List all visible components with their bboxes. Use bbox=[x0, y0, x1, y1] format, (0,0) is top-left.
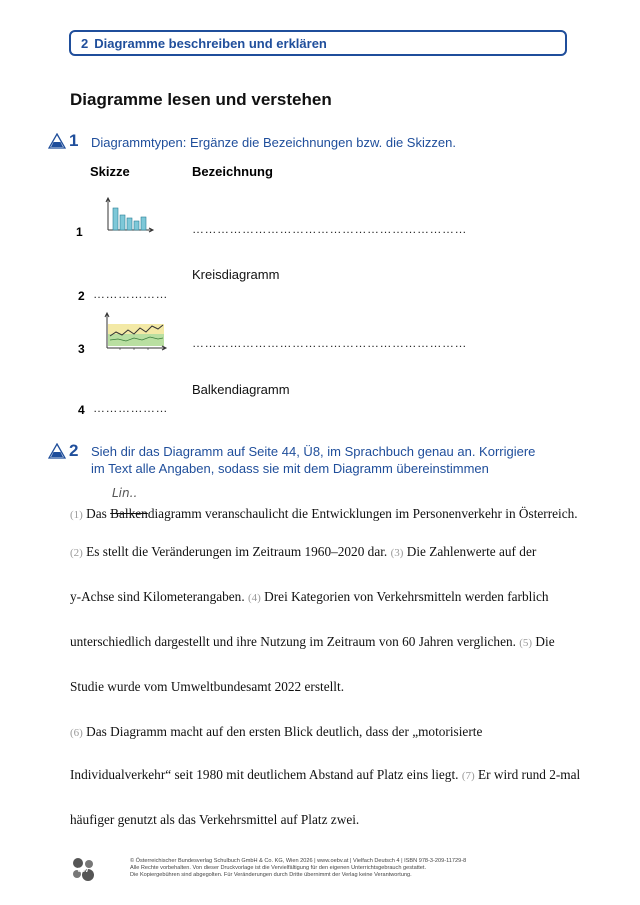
row-4-label: Balkendiagramm bbox=[192, 382, 290, 397]
sentence-number: (7) bbox=[461, 770, 475, 782]
page-title: Diagramme lesen und verstehen bbox=[70, 90, 332, 109]
task-1-number: 1 bbox=[69, 131, 79, 150]
chapter-number: 2 bbox=[81, 35, 89, 51]
text-line-3 bbox=[70, 589, 549, 605]
sentence-number: (5) bbox=[519, 637, 533, 649]
text-line-4 bbox=[70, 634, 555, 650]
sentence-number: (3) bbox=[390, 547, 404, 559]
publisher-logo-icon bbox=[68, 855, 98, 883]
text-segment: Drei Kategorien von Verkehrsmitteln werden farblich bbox=[260, 589, 549, 604]
footer-copyright bbox=[130, 858, 466, 879]
sentence-number: (4) bbox=[247, 592, 261, 604]
row-4-number: 4 bbox=[78, 403, 85, 417]
row-2-number: 2 bbox=[78, 289, 85, 303]
task-1-instruction: Diagrammtypen: Ergänze die Bezeichnungen bzw. die Skizzen. bbox=[91, 135, 456, 150]
text-segment: Studie wurde vom Umweltbundesamt 2022 erstellt. bbox=[70, 679, 345, 694]
row-1-answer-blank[interactable]: ………………………………………………………… bbox=[192, 222, 467, 236]
text-segment: Es stellt die Veränderungen im Zeitraum 1960–2020 dar. bbox=[82, 544, 391, 559]
struck-word: Balken bbox=[110, 506, 148, 521]
text-segment: Die bbox=[532, 634, 555, 649]
sentence-number: (2) bbox=[70, 547, 83, 559]
row-2-label: Kreisdiagramm bbox=[192, 267, 280, 282]
text-segment: Die Zahlenwerte auf der bbox=[403, 544, 537, 559]
text-segment: unterschiedlich dargestellt und ihre Nutzung im Zeitraum von 60 Jahren verglichen. bbox=[70, 634, 520, 649]
text-line-6 bbox=[70, 724, 482, 740]
sentence-number: (6) bbox=[70, 727, 83, 739]
text-line-5 bbox=[70, 679, 344, 695]
footer-line-1: © Österreichischer Bundesverlag Schulbuch GmbH & Co. KG, Wien 2026 | www.oebv.at | Vielfach Deutsch 4 | ISBN 978-3-209-11729-8 bbox=[130, 858, 467, 864]
pyramid-difficulty-icon bbox=[48, 133, 66, 149]
text-segment: Er wird rund 2-mal bbox=[474, 767, 581, 782]
column-header-sketch: Skizze bbox=[90, 164, 130, 179]
text-line-1 bbox=[70, 506, 578, 522]
row-1-number: 1 bbox=[76, 225, 83, 239]
column-header-label: Bezeichnung bbox=[192, 164, 273, 179]
row-2-sketch-blank[interactable]: ……………… bbox=[93, 287, 168, 301]
task-1-header bbox=[48, 132, 456, 151]
row-4-sketch-blank[interactable]: ……………… bbox=[93, 401, 168, 415]
row-3-number: 3 bbox=[78, 342, 85, 356]
text-line-7 bbox=[70, 767, 580, 783]
text-segment: y-Achse sind Kilometerangaben. bbox=[70, 589, 248, 604]
text-line-2 bbox=[70, 544, 536, 560]
task-2-header bbox=[48, 442, 551, 477]
task-2-instruction: Sieh dir das Diagramm auf Seite 44, Ü8, im Sprachbuch genau an. Korrigiere im Text alle Angaben, sodass sie mit dem Diagramm übereinstimmen bbox=[91, 444, 536, 476]
sentence-number: (1) bbox=[70, 509, 83, 521]
text-segment: Das Diagramm macht auf den ersten Blick deutlich, dass der „motorisierte bbox=[82, 724, 483, 739]
handwritten-correction: Lin.. bbox=[112, 486, 138, 500]
text-segment: Das bbox=[82, 506, 111, 521]
text-segment: diagramm veranschaulicht die Entwicklungen im Personenverkehr in Österreich. bbox=[147, 506, 578, 521]
chapter-title: Diagramme beschreiben und erklären bbox=[94, 35, 327, 51]
pyramid-difficulty-icon bbox=[48, 443, 66, 459]
line-chart-sketch bbox=[102, 310, 168, 352]
footer-line-2: Alle Rechte vorbehalten. Von dieser Druckvorlage ist die Vervielfältigung für den eigenen Unterrichtsgebrauch gestattet. bbox=[130, 865, 427, 871]
row-3-answer-blank[interactable]: ………………………………………………………… bbox=[192, 336, 467, 350]
text-segment: Individualverkehr“ seit 1980 mit deutlichem Abstand auf Platz eins liegt. bbox=[70, 767, 462, 782]
task-2-number: 2 bbox=[69, 441, 79, 460]
text-line-8 bbox=[70, 812, 359, 828]
logo-text: öbv bbox=[77, 868, 89, 874]
footer-line-3: Die Kopiergebühren sind abgegolten. Für Veränderungen durch Dritte übernimmt der Verlag keine Verantwortung. bbox=[130, 872, 412, 878]
bar-chart-sketch bbox=[104, 196, 156, 234]
text-segment: häufiger genutzt als das Verkehrsmittel auf Platz zwei. bbox=[70, 812, 360, 827]
chapter-header bbox=[69, 30, 567, 56]
